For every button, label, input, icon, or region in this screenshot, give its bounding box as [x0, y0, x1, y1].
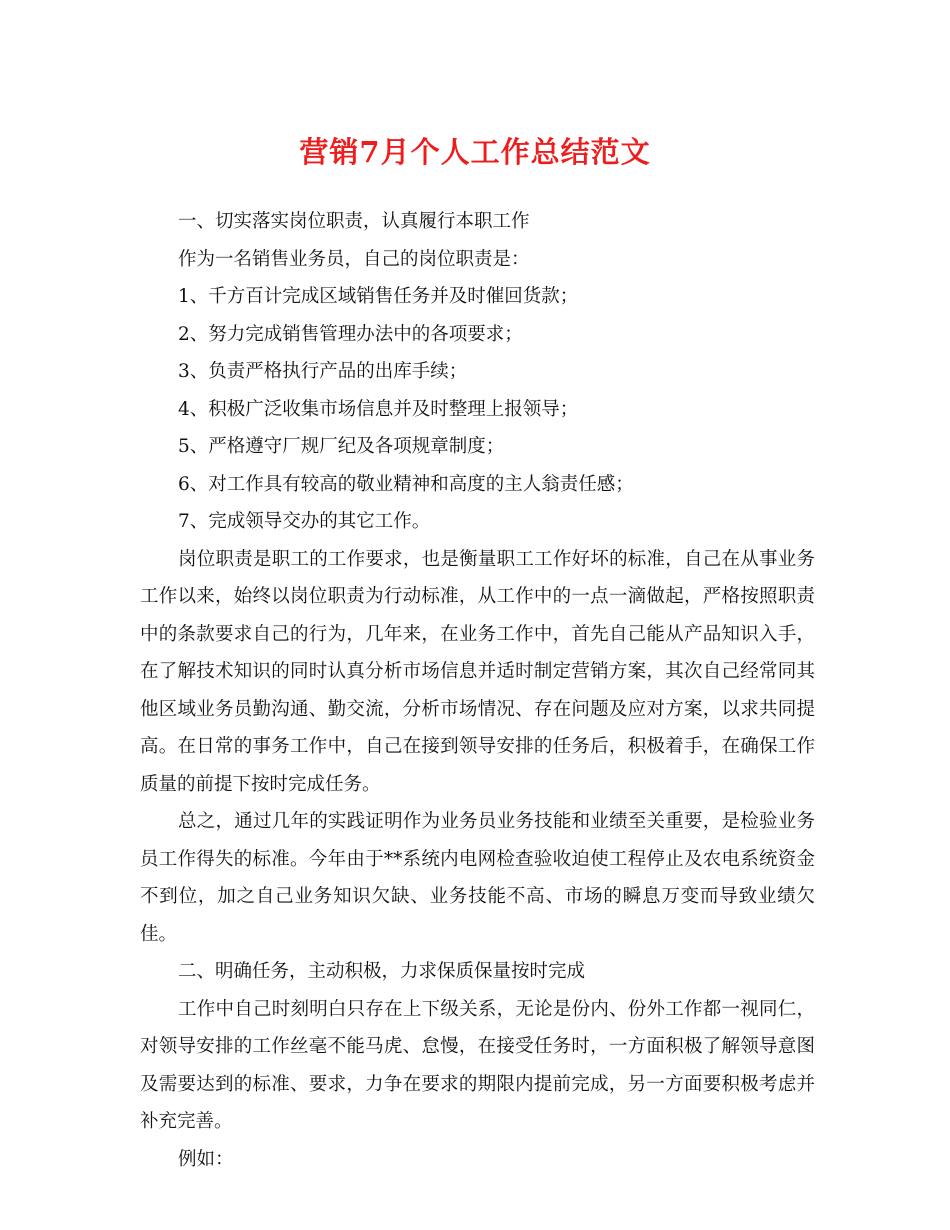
list-item-7: 7、完成领导交办的其它工作。 [178, 511, 431, 532]
list-item-3: 3、负责严格执行产品的出库手续； [178, 361, 468, 382]
paragraph-tasks: 工作中自己时刻明白只存在上下级关系，无论是份内、份外工作都一视同仁，对领导安排的工作丝毫不能马虎、怠慢，在接受任务时，一方面积极了解领导意图及需要达到的标准、要求，力争在要求的期限内提前完成，另一方面要积极考虑并补充完善。 [140, 998, 815, 1132]
list-item-2: 2、努力完成销售管理办法中的各项要求； [178, 323, 523, 345]
list-item-4: 4、积极广泛收集市场信息并及时整理上报领导； [178, 398, 579, 420]
section-heading-2: 二、明确任务，主动积极，力求保质保量按时完成 [178, 961, 586, 982]
paragraph-intro: 作为一名销售业务员，自己的岗位职责是： [178, 248, 530, 270]
list-item-1: 1、千方百计完成区域销售任务并及时催回货款； [178, 286, 579, 307]
paragraph-duties: 岗位职责是职工的工作要求，也是衡量职工工作好坏的标准，自己在从事业务工作以来，始终以岗位职责为行动标准，从工作中的一点一滴做起，严格按照职责中的条款要求自己的行为，几年来，在业务工作中，首先自己能从产品知识入手，在了解技术知识的同时认真分析市场信息并适时制定营销方案，其次自己经常同其他区域业务员勤沟通、勤交流，分析市场情况、存在问题及应对方案，以求共同提高。在日常的事务工作中，自己在接到领导安排的任务后，积极着手，在确保工作质量的前提下按时完成任务。 [140, 548, 815, 795]
paragraph-example: 例如： [178, 1148, 234, 1170]
document-body [140, 203, 815, 1178]
list-item-5: 5、严格遵守厂规厂纪及各项规章制度； [178, 436, 505, 457]
document-title: 营销7月个人工作总结范文 [299, 135, 651, 169]
paragraph-summary: 总之，通过几年的实践证明作为业务员业务技能和业绩至关重要，是检验业务员工作得失的标准。今年由于**系统内电网检查验收迫使工程停止及农电系统资金不到位，加之自己业务知识欠缺、业务技能不高、市场的瞬息万变而导致业绩欠佳。 [140, 811, 815, 945]
section-heading-1: 一、切实落实岗位职责，认真履行本职工作 [178, 211, 530, 232]
list-item-6: 6、对工作具有较高的敬业精神和高度的主人翁责任感； [178, 473, 634, 495]
